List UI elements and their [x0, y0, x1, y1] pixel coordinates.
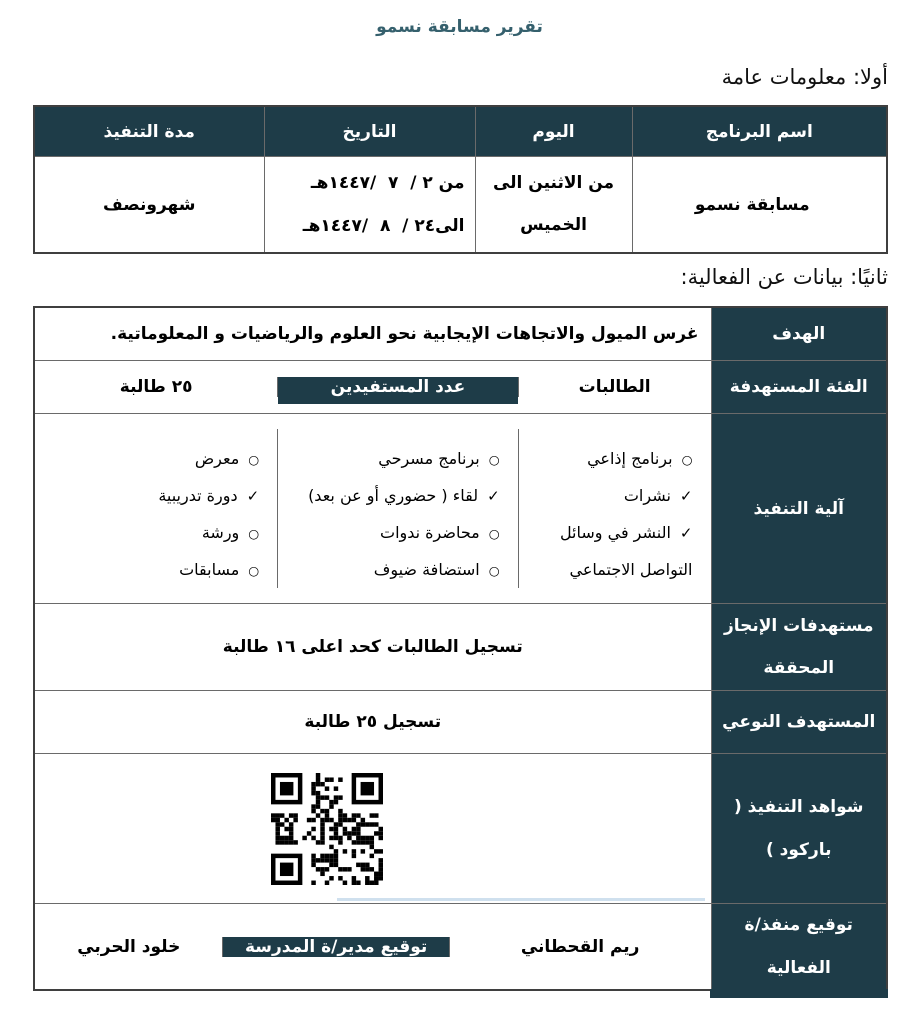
document-title: تقرير مسابقة نسمو	[376, 17, 543, 37]
event-details-table	[33, 306, 888, 992]
mechanism-option-unchecked[interactable]	[587, 441, 692, 478]
mechanism-option-unchecked[interactable]	[202, 515, 259, 552]
mechanism-option-label: محاضرة ندوات	[380, 522, 480, 542]
evidence-row	[34, 754, 887, 904]
signature-row	[34, 904, 887, 991]
goal-header-cell: الهدف	[711, 307, 887, 361]
radio-circle-icon: ○	[488, 452, 500, 468]
principal-name-cell: خلود الحربي	[35, 937, 223, 957]
achievement-header-cell: مستهدفات الإنجاز المحققة	[711, 604, 887, 691]
executor-name-cell: ريم القحطاني	[520, 936, 640, 957]
section2-heading: ثانيًا: بيانات عن الفعالية:	[680, 265, 888, 290]
radio-circle-icon: ○	[681, 452, 693, 468]
mechanism-cells	[34, 414, 711, 604]
signature-header-cell: توقيع منفذ/ة الفعالية	[711, 904, 887, 991]
col-header-program-name: اسم البرنامج	[632, 106, 887, 156]
target-group-cells	[34, 361, 711, 414]
mechanism-option-label: لقاء ( حضوري أو عن بعد)	[308, 485, 479, 505]
mechanism-option-checked[interactable]	[523, 515, 693, 589]
mechanism-option-unchecked[interactable]	[179, 552, 259, 589]
goal-row	[34, 307, 887, 361]
mechanism-option-label: ورشة	[201, 522, 240, 542]
date-cell	[264, 156, 475, 253]
duration-cell: شهرونصف	[34, 156, 264, 253]
day-cell: من الاثنين الى الخميس	[475, 156, 632, 253]
evidence-cell	[34, 754, 711, 904]
beneficiaries-header-cell: عدد المستفيدين	[278, 377, 518, 397]
radio-circle-icon: ○	[488, 562, 500, 578]
achievement-row	[34, 604, 887, 691]
radio-circle-icon: ○	[248, 452, 260, 468]
info-table-data-row	[34, 156, 887, 253]
checkmark-icon: ✓	[246, 486, 260, 505]
mechanism-option-label: مسابقات	[179, 559, 240, 579]
radio-circle-icon: ○	[248, 562, 260, 578]
principal-signature-header-cell: توقيع مدير/ة المدرسة	[223, 937, 449, 957]
mechanism-option-checked[interactable]	[158, 478, 259, 515]
mechanism-row	[34, 414, 887, 604]
target-group-row	[34, 361, 887, 414]
program-name-cell: مسابقة نسمو	[632, 156, 887, 253]
date-from-line: من ٢ / ٧ /١٤٤٧هـ	[310, 173, 465, 194]
mechanism-column-2	[278, 429, 518, 588]
col-header-duration: مدة التنفيذ	[34, 106, 264, 156]
qualitative-row	[34, 691, 887, 754]
info-table-header-row	[34, 106, 887, 156]
mechanism-option-checked[interactable]	[624, 478, 693, 515]
link-underline-artifact	[337, 898, 705, 901]
mechanism-option-unchecked[interactable]	[195, 441, 259, 478]
section1-heading: أولا: معلومات عامة	[721, 65, 888, 89]
mechanism-option-label: النشر في وسائل التواصل الاجتماعي	[559, 522, 693, 579]
checkmark-icon: ✓	[487, 486, 500, 505]
target-header-cell: الفئة المستهدفة	[711, 361, 887, 414]
col-header-date: التاريخ	[264, 106, 475, 156]
general-info-table	[33, 105, 888, 254]
achievement-text-cell: تسجيل الطالبات كحد اعلى ١٦ طالبة	[34, 604, 711, 691]
mechanism-option-label: معرض	[194, 449, 240, 469]
mechanism-option-unchecked[interactable]	[378, 441, 499, 478]
mechanism-header-cell: آلية التنفيذ	[711, 414, 887, 604]
evidence-header-cell: شواهد التنفيذ ( باركود )	[711, 754, 887, 904]
qr-code-icon	[271, 773, 383, 885]
target-group-cell: الطالبات	[578, 377, 651, 398]
checkmark-icon: ✓	[679, 486, 693, 505]
mechanism-option-unchecked[interactable]	[374, 552, 500, 589]
radio-circle-icon: ○	[488, 525, 500, 541]
radio-circle-icon: ○	[248, 525, 260, 541]
beneficiaries-count-cell: ٢٥ طالبة	[35, 377, 278, 397]
mechanism-option-label: نشرات	[623, 485, 671, 505]
mechanism-option-label: برنامج مسرحي	[378, 449, 480, 469]
qualitative-header-cell: المستهدف النوعي	[711, 691, 887, 754]
mechanism-option-unchecked[interactable]	[380, 515, 500, 552]
mechanism-option-label: دورة تدريبية	[158, 485, 238, 505]
mechanism-option-label: برنامج إذاعي	[587, 449, 673, 469]
mechanism-option-label: استضافة ضيوف	[373, 559, 480, 579]
mechanism-column-1	[519, 429, 711, 588]
checkmark-icon: ✓	[679, 523, 693, 542]
date-to-line: الى٢٤ / ٨ /١٤٤٧هـ	[302, 215, 465, 236]
signature-cells	[34, 904, 711, 991]
qualitative-text-cell: تسجيل ٢٥ طالبة	[34, 691, 711, 754]
col-header-day: اليوم	[475, 106, 632, 156]
mechanism-column-3	[35, 429, 278, 588]
mechanism-option-checked[interactable]	[308, 478, 500, 515]
goal-text-cell: غرس الميول والاتجاهات الإيجابية نحو العلوم والرياضيات و المعلوماتية.	[34, 307, 711, 361]
